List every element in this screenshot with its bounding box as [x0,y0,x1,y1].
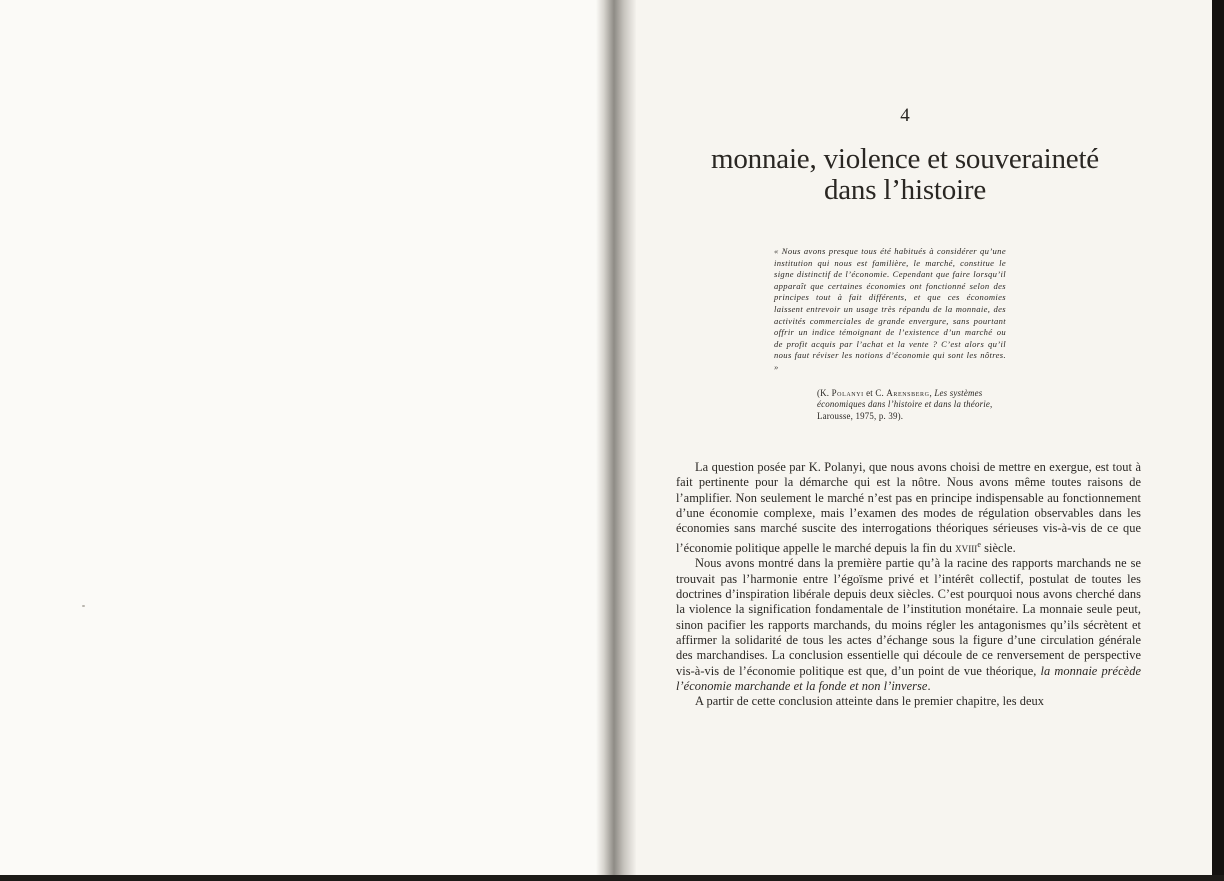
citation-author-polanyi: Polanyi [831,388,864,398]
chapter-title-line1: monnaie, violence et souveraineté [711,143,1099,175]
bottom-page-edge [0,875,1224,881]
chapter-title [672,144,1138,206]
century-numeral: xviii [955,540,978,555]
citation-connector: et C. [863,388,887,398]
chapter-title-line2: dans l’histoire [823,174,987,206]
chapter-body [676,460,1141,710]
citation-book-title: Les systèmes économiques dans l’histoire et dans la théorie [817,388,991,410]
paragraph-1-end: siècle. [980,540,1016,555]
paragraph-2-text: Nous avons montré dans la première partie qu’à la racine des rapports marchands ne se trouvait pas l’harmonie entre l’égoïsme privé et l’intérêt collectif, postulat de toutes les doctrines d’inspiration libérale depuis deux siècles. C’est pourquoi nous avons cherché dans la violence la signification fondamentale de l’institution monétaire. La monnaie seule peut, sinon pacifier les rapports marchands, du moins régler les antagonismes qu’ils sécrètent et affirmer la solidarité de tous les actes d’échange sous la figure d’une circulation générale des marchandises. La conclusion essentielle qui découle de ce renversement de perspective vis-à-vis de l’économie politique est que, d’un point de vue théorique, [676,556,1141,678]
citation-details: , Larousse, 1975, p. 39). [817,399,993,421]
citation-open: (K. [817,388,832,398]
epigraph-citation [817,388,1007,422]
century-superscript: e [977,539,981,549]
left-page-blank [0,0,606,875]
paragraph-2-emphasis: la monnaie précède l’économie marchande et la fonde et non l’inverse [676,663,1141,693]
paragraph-3: A partir de cette conclusion atteinte dans le premier chapitre, les deux [695,694,1045,709]
book-gutter-shadow [596,0,636,875]
right-page-edge [1212,0,1224,881]
citation-author-arensberg: Arensberg [886,388,930,398]
epigraph-quote: « Nous avons presque tous été habitués à considérer qu’une institution qui nous est familière, le marché, constitue le signe distinctif de l’économie. Cependant que faire lorsqu’il apparaît que certaines économies ont fonctionné selon des principes tout à fait différents, et que ces économies laissent entrevoir un usage très répandu de la monnaie, des activités commerciales de grande envergure, sans pourtant offrir un indice témoignant de l’existence d’un marché ou de profit acquis par l’achat et la vente ? C’est alors qu’il nous faut réviser les notions d’économie qui sont les nôtres. » [774,246,1006,372]
paragraph-2-end: . [927,678,931,693]
page-speck [82,605,85,607]
paragraph-1-text: La question posée par K. Polanyi, que nous avons choisi de mettre en exergue, est tout à fait pertinente pour la démarche qui est la nôtre. Nous avons même toutes raisons de l’amplifier. Non seulement le marché n’est pas en principe indispensable au fonctionnement d’une économie complexe, mais l’examen des modes de régulation observables dans les économies sans marché suscite des interrogations théoriques sérieuses vis-à-vis de ce que l’économie politique appelle le marché depuis la fin du [676,460,1141,555]
paragraph-2 [676,556,1141,694]
right-page [630,0,1214,875]
paragraph-1 [676,460,1141,556]
citation-separator: , [929,388,935,398]
chapter-number: 4 [900,105,910,126]
